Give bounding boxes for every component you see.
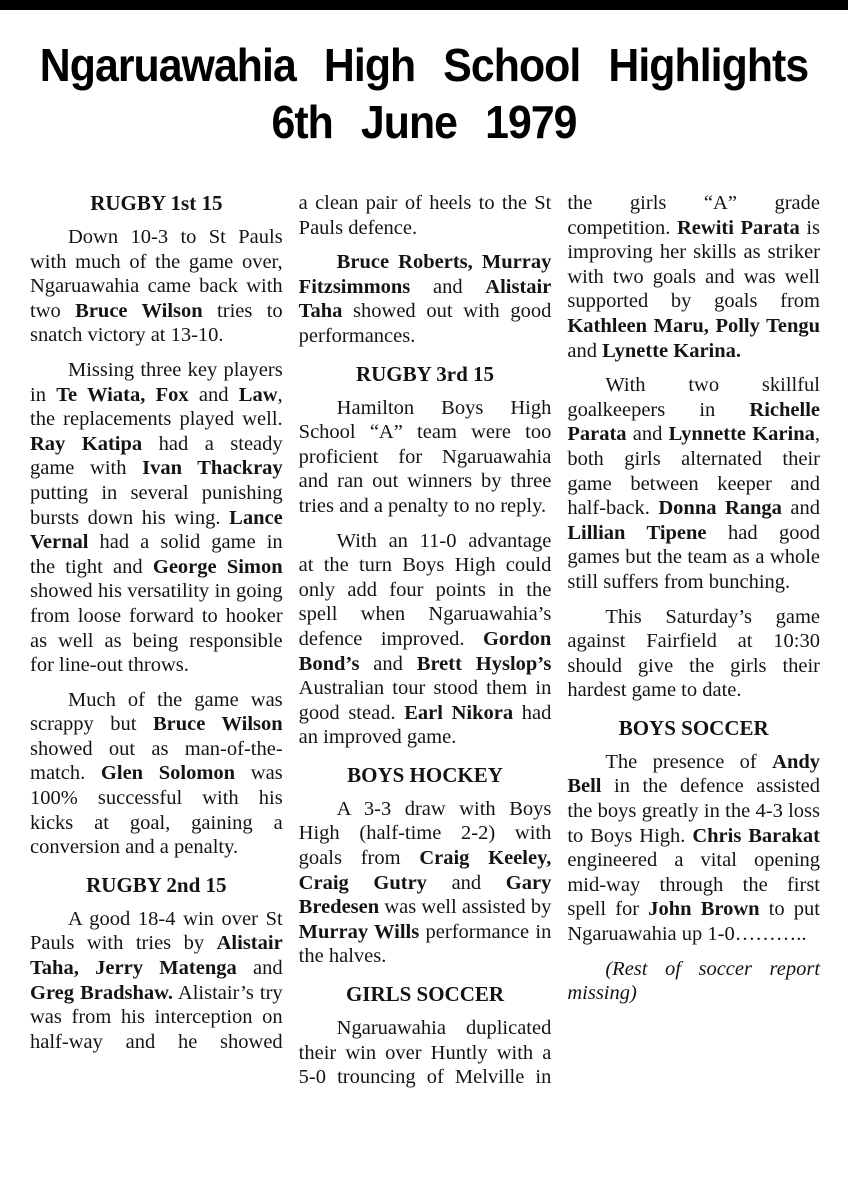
column-3 xyxy=(567,191,820,1100)
paragraph: Missing three key players in Te Wiata, Fox and Law, the replacements played well. Ray Katipa had a steady game with Ivan Thackray putting in several punishing bursts down his wing. Lance Vernal had a solid game in the tight and George Simon showed his versatility in going from loose forward to hooker as well as being responsible for line-out throws. xyxy=(30,358,283,677)
paragraph: Hamilton Boys High School “A” team were too proficient for Ngaruawahia and ran out winners by three tries and a penalty to no reply. xyxy=(298,396,552,517)
paragraph: (Rest of soccer report missing) xyxy=(567,957,821,1005)
page-date: 6th June 1979 xyxy=(271,96,577,148)
paragraph: With an 11-0 advantage at the turn Boys High could only add four points in the spell when Ngaruawahia’s defence improved. Gordon Bond’s and Brett Hyslop’s Australian tour stood them in good stead. Earl Nikora had an improved game. xyxy=(298,529,552,749)
article-columns xyxy=(0,191,848,1100)
paragraph: Bruce Roberts, Murray Fitzsimmons and Alistair Taha showed out with good performances. xyxy=(298,251,552,347)
column-2 xyxy=(299,191,552,1100)
paragraph: A good 18-4 win over St Pauls with tries by Alistair Taha, Jerry Matenga and Greg Bradshaw. Alistair’s try was from his interception on half-way and he showed xyxy=(30,907,283,1053)
paragraph: a clean pair of heels to the St Pauls defence. xyxy=(298,192,552,239)
paragraph: Down 10-3 to St Pauls with much of the game over, Ngaruawahia came back with two Bruce Wilson tries to snatch victory at 13-10. xyxy=(30,226,283,347)
section-heading-boys-soccer: BOYS SOCCER xyxy=(618,715,769,740)
paragraph: the girls “A” grade competition. Rewiti Parata is improving her skills as striker with two goals and was well supported by goals from Kathleen Maru, Polly Tengu and Lynette Karina. xyxy=(567,192,821,362)
paragraph: The presence of Andy Bell in the defence assisted the boys greatly in the 4-3 loss to Boys High. Chris Barakat engineered a vital opening mid-way through the first spell for John Brown to put Ngaruawahia up 1-0……….. xyxy=(567,750,821,946)
scan-edge-bar xyxy=(0,0,848,10)
section-heading-girls-soccer: GIRLS SOCCER xyxy=(345,982,505,1007)
masthead xyxy=(0,37,848,151)
column-1 xyxy=(30,191,283,1100)
page-title: Ngaruawahia High School Highlights xyxy=(39,39,809,91)
paragraph: Much of the game was scrappy but Bruce Wilson showed out as man-of-the-match. Glen Solomon was 100% successful with his kicks at goal, gaining a conversion and a penalty. xyxy=(30,688,283,859)
paragraph: Ngaruawahia duplicated their win over Huntly with a 5-0 trouncing of Melville in xyxy=(298,1017,552,1089)
section-heading-rugby-1st-15: RUGBY 1st 15 xyxy=(90,191,223,215)
paragraph: A 3-3 draw with Boys High (half-time 2-2) with goals from Craig Keeley, Craig Gutry and Gary Bredesen was well assisted by Murray Wills performance in the halves. xyxy=(298,797,552,968)
paragraph: With two skillful goalkeepers in Richelle Parata and Lynnette Karina, both girls alternated their game between keeper and half-back. Donna Ranga and Lillian Tipene had good games but the team as a whole still suffers from bunching. xyxy=(567,374,821,593)
section-heading-rugby-3rd-15: RUGBY 3rd 15 xyxy=(355,361,495,386)
section-heading-rugby-2nd-15: RUGBY 2nd 15 xyxy=(86,872,227,897)
paragraph: This Saturday’s game against Fairfield at 10:30 should give the girls their hardest game to date. xyxy=(567,605,821,702)
section-heading-boys-hockey: BOYS HOCKEY xyxy=(347,762,503,787)
